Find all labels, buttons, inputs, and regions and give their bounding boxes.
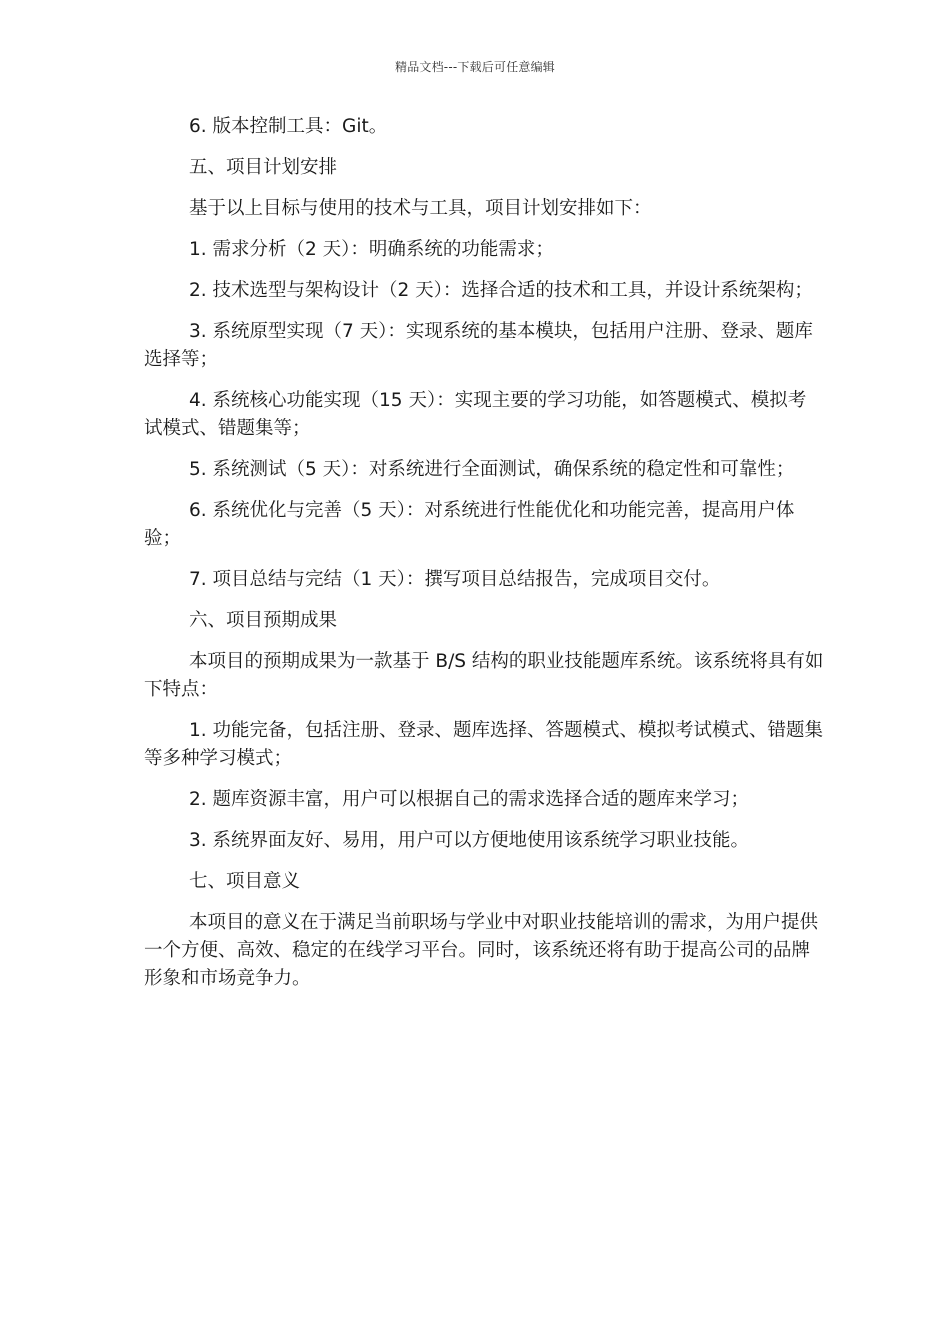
outcome-item-1: 1. 功能完备，包括注册、登录、题库选择、答题模式、模拟考试模式、错题集等多种学习模式；: [144, 720, 824, 769]
section-heading-outcomes: 六、项目预期成果: [189, 610, 338, 631]
plan-intro-paragraph: 基于以上目标与使用的技术与工具，项目计划安排如下：: [189, 198, 652, 219]
document-body: [144, 113, 824, 1006]
outcome-item-3: 3. 系统界面友好、易用，用户可以方便地使用该系统学习职业技能。: [189, 830, 750, 851]
outcomes-intro-paragraph: 本项目的预期成果为一款基于 B/S 结构的职业技能题库系统。该系统将具有如下特点：: [144, 651, 824, 700]
plan-item-4: 4. 系统核心功能实现（15 天）：实现主要的学习功能，如答题模式、模拟考试模式、错题集等；: [144, 390, 807, 439]
plan-item-5: 5. 系统测试（5 天）：对系统进行全面测试，确保系统的稳定性和可靠性；: [189, 459, 795, 480]
plan-item-3: 3. 系统原型实现（7 天）：实现系统的基本模块，包括用户注册、登录、题库选择等；: [144, 321, 813, 370]
list-item-version-control: 6. 版本控制工具：Git。: [189, 116, 388, 137]
section-heading-plan: 五、项目计划安排: [189, 157, 338, 178]
significance-paragraph: 本项目的意义在于满足当前职场与学业中对职业技能培训的需求，为用户提供一个方便、高效、稳定的在线学习平台。同时，该系统还将有助于提高公司的品牌形象和市场竞争力。: [144, 912, 819, 989]
page-header-watermark: 精品文档---下载后可任意编辑: [395, 60, 555, 74]
outcome-item-2: 2. 题库资源丰富，用户可以根据自己的需求选择合适的题库来学习；: [189, 789, 750, 810]
plan-item-1: 1. 需求分析（2 天）：明确系统的功能需求；: [189, 239, 554, 260]
plan-item-2: 2. 技术选型与架构设计（2 天）：选择合适的技术和工具，并设计系统架构；: [189, 280, 813, 301]
plan-item-6: 6. 系统优化与完善（5 天）：对系统进行性能优化和功能完善，提高用户体验；: [144, 500, 795, 549]
section-heading-significance: 七、项目意义: [189, 871, 301, 892]
plan-item-7: 7. 项目总结与完结（1 天）：撰写项目总结报告，完成项目交付。: [189, 569, 721, 590]
